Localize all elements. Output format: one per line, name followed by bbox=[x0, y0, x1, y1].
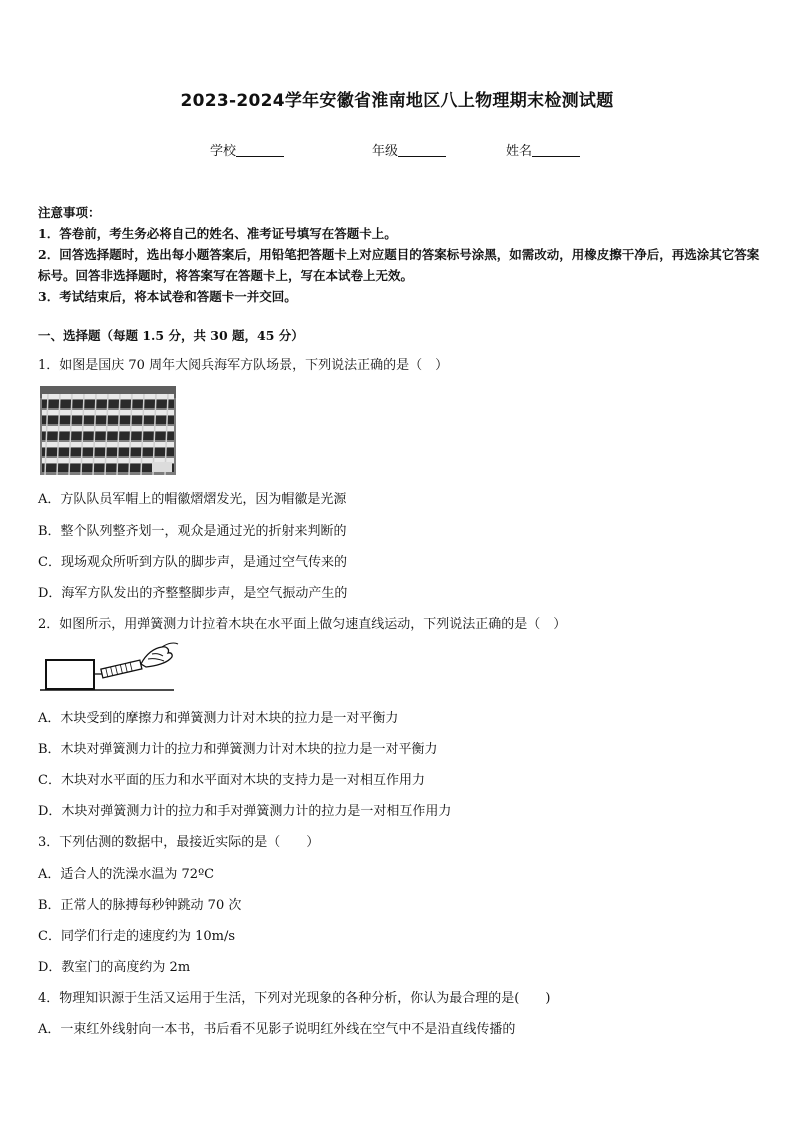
question-2-option-b: B．木块对弹簧测力计的拉力和弹簧测力计对木块的拉力是一对平衡力 bbox=[38, 742, 438, 757]
question-3-option-d: D．教室门的高度约为 2m bbox=[38, 960, 191, 975]
grade-blank[interactable] bbox=[398, 142, 446, 157]
question-1-option-a: A．方队队员军帽上的帽徽熠熠发光，因为帽徽是光源 bbox=[38, 492, 347, 507]
name-label: 姓名 bbox=[506, 144, 533, 159]
spring-scale-illustration bbox=[40, 640, 180, 694]
question-2-option-d: D．木块对弹簧测力计的拉力和手对弹簧测力计的拉力是一对相互作用力 bbox=[38, 804, 452, 819]
spring-scale-diagram bbox=[40, 640, 180, 694]
question-3-option-a: A．适合人的洗澡水温为 72ºC bbox=[38, 867, 215, 882]
grade-label: 年级 bbox=[372, 144, 399, 159]
question-1-option-c: C．现场观众所听到方队的脚步声，是通过空气传来的 bbox=[38, 555, 347, 570]
question-4-stem: 4．物理知识源于生活又运用于生活，下列对光现象的各种分析，你认为最合理的是( ) bbox=[38, 991, 551, 1006]
exam-title: 2023-2024学年安徽省淮南地区八上物理期末检测试题 bbox=[180, 91, 614, 111]
question-3-stem: 3．下列估测的数据中，最接近实际的是（ ） bbox=[38, 835, 320, 850]
navy-parade-photo bbox=[40, 386, 176, 475]
name-blank[interactable] bbox=[532, 142, 580, 157]
notice-item-3: 3．考试结束后，将本试卷和答题卡一并交回。 bbox=[38, 289, 297, 304]
question-1-option-d: D．海军方队发出的齐整整脚步声，是空气振动产生的 bbox=[38, 586, 348, 601]
school-field[interactable] bbox=[210, 140, 284, 159]
school-label: 学校 bbox=[210, 144, 237, 159]
navy-parade-illustration bbox=[40, 386, 176, 475]
school-blank[interactable] bbox=[236, 142, 284, 157]
question-3-option-c: C．同学们行走的速度约为 10m/s bbox=[38, 929, 235, 944]
question-3-option-b: B．正常人的脉搏每秒钟跳动 70 次 bbox=[38, 898, 242, 913]
question-4-option-a: A．一束红外线射向一本书，书后看不见影子说明红外线在空气中不是沿直线传播的 bbox=[38, 1022, 516, 1037]
notice-item-1: 1．答卷前，考生务必将自己的姓名、准考证号填写在答题卡上。 bbox=[38, 226, 397, 241]
question-1-stem: 1．如图是国庆 70 周年大阅兵海军方队场景，下列说法正确的是（ ） bbox=[38, 358, 449, 373]
notice-item-2: 2．回答选择题时，选出每小题答案后，用铅笔把答题卡上对应题目的答案标号涂黑，如需改动，用橡皮擦干净后，再选涂其它答案标号。回答非选择题时，将答案写在答题卡上，写在本试卷上无效。 bbox=[38, 247, 760, 283]
question-2-option-c: C．木块对水平面的压力和水平面对木块的支持力是一对相互作用力 bbox=[38, 773, 425, 788]
notice-heading: 注意事项： bbox=[38, 205, 101, 220]
section-heading: 一、选择题（每题 1.5 分，共 30 题，45 分） bbox=[38, 328, 304, 343]
question-1-option-b: B．整个队列整齐划一，观众是通过光的折射来判断的 bbox=[38, 524, 347, 539]
question-2-option-a: A．木块受到的摩擦力和弹簧测力计对木块的拉力是一对平衡力 bbox=[38, 711, 399, 726]
notice-block bbox=[38, 202, 760, 307]
question-2-stem: 2．如图所示，用弹簧测力计拉着木块在水平面上做匀速直线运动，下列说法正确的是（ ） bbox=[38, 617, 567, 632]
grade-field[interactable] bbox=[372, 140, 446, 159]
name-field[interactable] bbox=[506, 140, 580, 159]
